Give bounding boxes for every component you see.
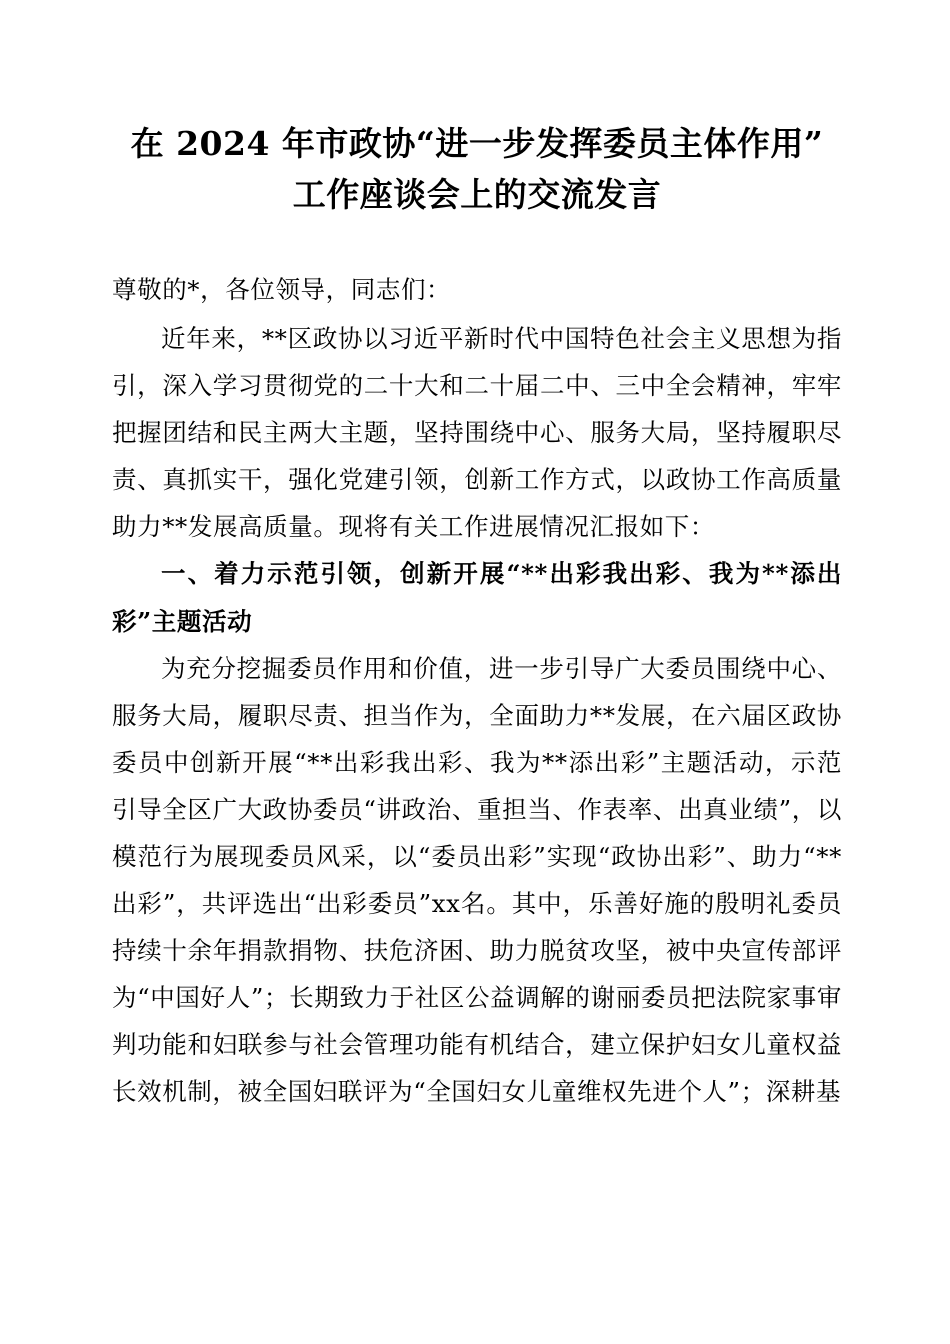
salutation-line: 尊敬的*，各位领导，同志们： (112, 275, 452, 305)
body-paragraph-2: 为充分挖掘委员作用和价值，进一步引导广大委员围绕中心、服务大局，履职尽责、担当作为，全面助力**发展，在六届区政协委员中创新开展“**出彩我出彩、我为**添出彩”主题活动，示范引导全区广大政协委员“讲政治、重担当、作表率、出真业绩”，以模范行为展现委员风采，以“委员出彩”实现“政协出彩”、助力“**出彩”，共评选出“出彩委员”xx名。其中，乐善好施的殷明礼委员持续十余年捐款捐物、扶危济困、助力脱贫攻坚，被中央宣传部评为“中国好人”；长期致力于社区公益调解的谢丽委员把法院家事审判功能和妇联参与社会管理功能有机结合，建立保护妇女儿童权益长效机制，被全国妇联评为“全国妇女儿童维权先进个人”；深耕基 (112, 653, 842, 1106)
page-title: 在 2024 年市政协“进一步发挥委员主体作用”工作座谈会上的交流发言 (130, 124, 824, 215)
section-heading-1: 一、着力示范引领，创新开展“**出彩我出彩、我为**添出彩”主题活动 (112, 559, 842, 636)
body-paragraph-1: 近年来，**区政协以习近平新时代中国特色社会主义思想为指引，深入学习贯彻党的二十大和二十届二中、三中全会精神，牢牢把握团结和民主两大主题，坚持围绕中心、服务大局，坚持履职尽责、真抓实干，强化党建引领，创新工作方式，以政协工作高质量助力**发展高质量。现将有关工作进展情况汇报如下： (112, 324, 842, 542)
